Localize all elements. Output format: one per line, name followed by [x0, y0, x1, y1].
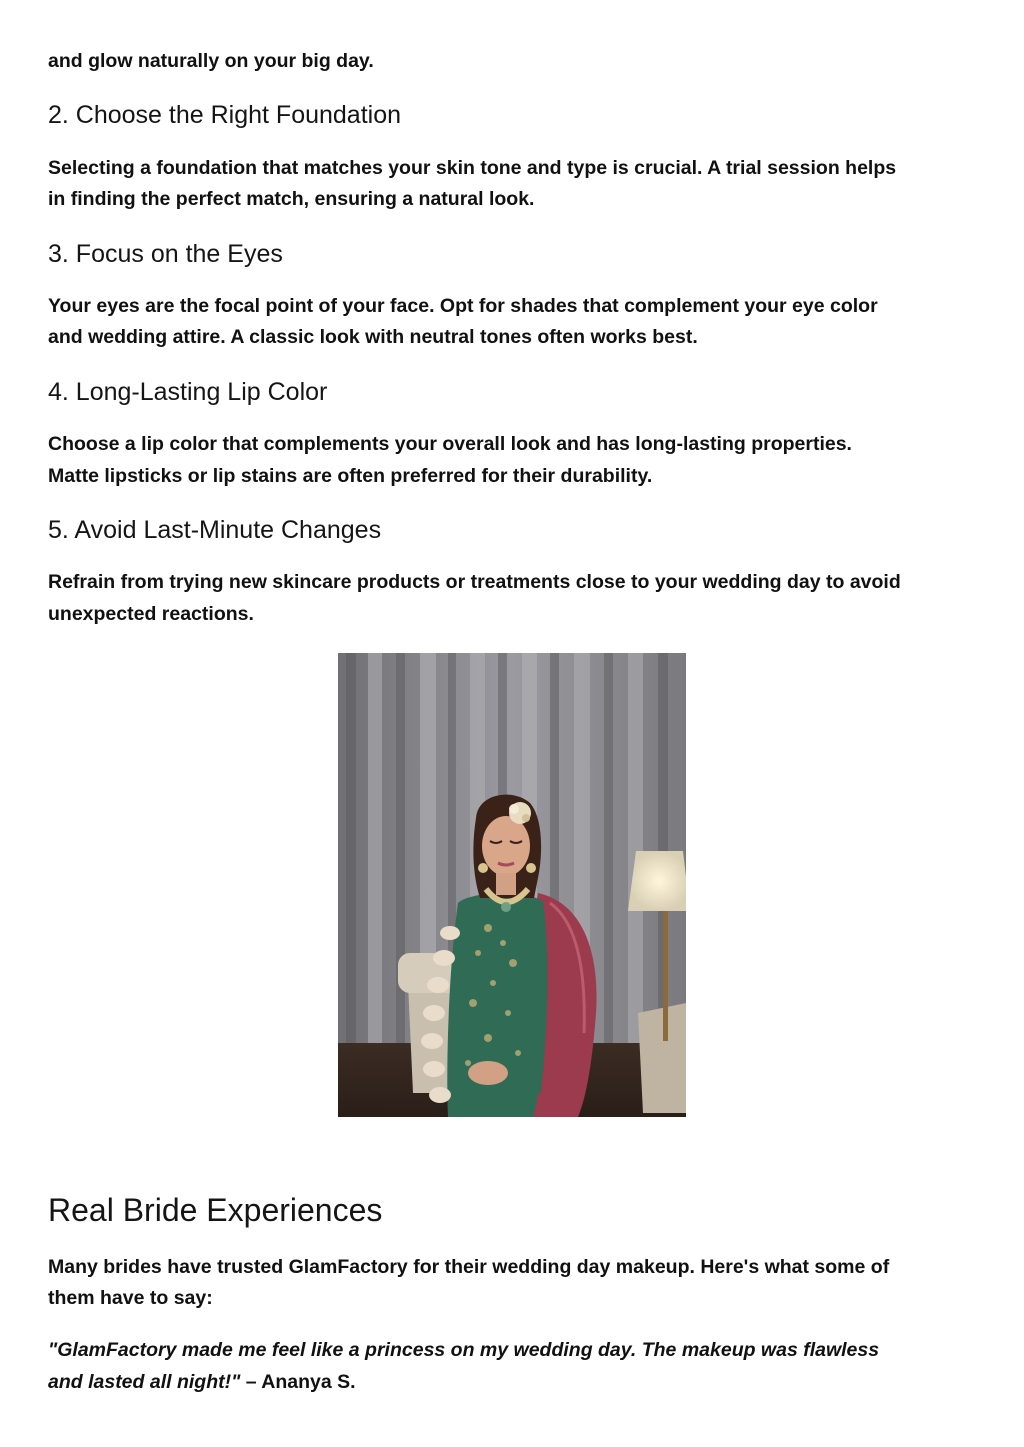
tip-3-body-line-1: Your eyes are the focal point of your face. Opt for shades that complement your eye color — [48, 295, 878, 317]
tip-2-body-line-2: in finding the perfect match, ensuring a natural look. — [48, 188, 535, 210]
bride-photo — [338, 653, 686, 1117]
tip-5-heading: 5. Avoid Last-Minute Changes — [48, 516, 382, 544]
section-intro-line-2: them have to say: — [48, 1287, 213, 1309]
section-intro-line-1: Many brides have trusted GlamFactory for their wedding day makeup. Here's what some of — [48, 1256, 890, 1278]
tip-2-body-line-1: Selecting a foundation that matches your skin tone and type is crucial. A trial session helps — [48, 157, 897, 179]
tip-5-body-line-2: unexpected reactions. — [48, 603, 254, 625]
section-title: Real Bride Experiences — [48, 1192, 383, 1228]
tip-2-heading: 2. Choose the Right Foundation — [48, 101, 402, 129]
intro-tail-text: and glow naturally on your big day. — [48, 50, 374, 72]
tip-3-heading: 3. Focus on the Eyes — [48, 240, 283, 268]
tip-5-body-line-1: Refrain from trying new skincare products or treatments close to your wedding day to avoid — [48, 571, 901, 593]
tip-4-heading: 4. Long-Lasting Lip Color — [48, 378, 328, 406]
testimonial-quote-text-1: "GlamFactory made me feel like a princess on my wedding day. The makeup was flawless — [48, 1339, 880, 1361]
testimonial-author: – Ananya S. — [240, 1371, 356, 1393]
tip-4-body-line-1: Choose a lip color that complements your overall look and has long-lasting properties. — [48, 433, 852, 455]
testimonial-quote-line-2 — [48, 1366, 356, 1398]
testimonial-quote-line-1 — [48, 1334, 879, 1366]
tip-4-body-line-2: Matte lipsticks or lip stains are often preferred for their durability. — [48, 465, 653, 487]
tip-3-body-line-2: and wedding attire. A classic look with neutral tones often works best. — [48, 326, 698, 348]
testimonial-quote-text-2: and lasted all night!" — [48, 1371, 241, 1393]
